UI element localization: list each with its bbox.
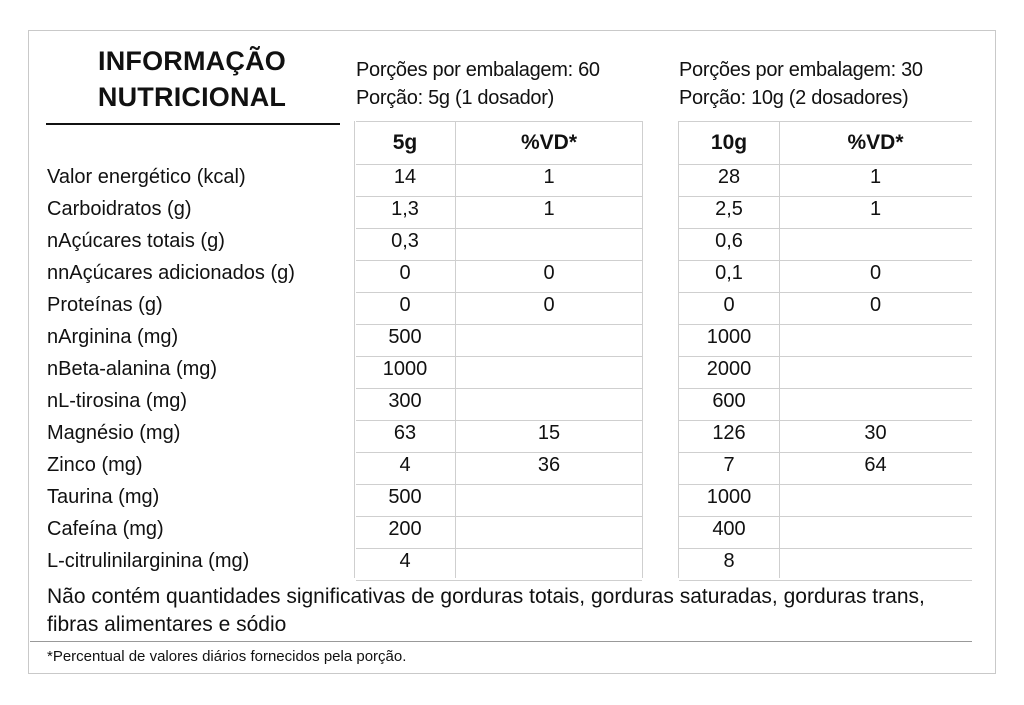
nutrient-value-v5: 0,3 (391, 230, 419, 252)
nutrient-value-vd5: 15 (537, 422, 561, 444)
title-line-1: INFORMAÇÃO (98, 46, 286, 76)
nutrient-label: Carboidratos (g) (47, 198, 192, 220)
nutrient-value-v10: 400 (712, 518, 746, 540)
nutrient-label: nAçúcares totais (g) (47, 230, 225, 252)
row-divider (356, 452, 642, 453)
nutrient-label: nnAçúcares adicionados (g) (47, 262, 295, 284)
column-divider (354, 121, 355, 578)
nutrient-value-vd10: 64 (864, 454, 887, 476)
nutrient-label: Valor energético (kcal) (47, 166, 246, 188)
portion-size-10g: Porção: 10g (2 dosadores) (679, 87, 909, 109)
row-divider (679, 580, 972, 581)
column-divider (678, 121, 679, 578)
nutrient-value-v10: 1000 (706, 486, 752, 508)
row-divider (679, 292, 972, 293)
row-divider (679, 324, 972, 325)
row-divider (356, 516, 642, 517)
nutrient-value-vd5: 36 (537, 454, 561, 476)
row-divider (679, 420, 972, 421)
row-divider (679, 260, 972, 261)
nutrient-value-v10: 0,6 (715, 230, 743, 252)
header-vd-5g: %VD* (520, 131, 578, 154)
nutrient-value-vd5: 1 (543, 198, 555, 220)
nutrition-label-frame (28, 30, 996, 674)
nutrient-value-vd5: 0 (543, 262, 555, 284)
row-divider (356, 548, 642, 549)
nutrient-value-v10: 8 (723, 550, 735, 572)
column-divider (779, 121, 780, 578)
nutrient-label: nArginina (mg) (47, 326, 179, 348)
row-divider (679, 548, 972, 549)
row-divider (356, 356, 642, 357)
row-divider (679, 388, 972, 389)
nutrient-value-vd5: 0 (543, 294, 555, 316)
header-10g: 10g (710, 131, 748, 154)
nutrient-label: nBeta-alanina (mg) (47, 358, 218, 380)
row-divider (356, 420, 642, 421)
nutrient-value-vd10: 1 (869, 198, 882, 220)
nutrient-value-v10: 600 (712, 390, 746, 412)
nutrient-value-v5: 300 (388, 390, 422, 412)
portion-info-60 (356, 56, 600, 112)
row-divider (356, 324, 642, 325)
row-divider (356, 196, 642, 197)
nutrient-value-v10: 2000 (706, 358, 752, 380)
row-divider (356, 292, 642, 293)
nutrient-label: Taurina (mg) (47, 486, 160, 508)
row-divider (679, 121, 972, 122)
row-divider (356, 484, 642, 485)
nutrient-value-v5: 500 (388, 486, 422, 508)
title-underline (46, 123, 340, 125)
row-divider (679, 452, 972, 453)
footnote-vd: *Percentual de valores diários fornecidos pela porção. (47, 648, 407, 665)
column-divider (455, 121, 456, 578)
nutrient-value-v5: 4 (399, 454, 411, 476)
row-divider (679, 196, 972, 197)
nutrient-value-v5: 1000 (382, 358, 428, 380)
nutrient-value-v5: 14 (393, 166, 417, 188)
row-divider (356, 121, 642, 122)
column-divider (642, 121, 643, 578)
nutrient-label: nL-tirosina (mg) (47, 390, 188, 412)
nutrient-value-vd10: 0 (869, 294, 882, 316)
row-divider (356, 260, 642, 261)
nutrient-value-vd10: 0 (869, 262, 882, 284)
nutrient-value-vd10: 1 (869, 166, 882, 188)
nutrient-label: Zinco (mg) (47, 454, 143, 476)
nutrient-value-v10: 28 (717, 166, 741, 188)
nutrient-value-vd10: 30 (864, 422, 887, 444)
nutrient-value-v5: 200 (388, 518, 422, 540)
nutrient-value-v5: 0 (399, 262, 411, 284)
portion-size-5g: Porção: 5g (1 dosador) (356, 87, 554, 109)
nutrient-value-v10: 7 (723, 454, 735, 476)
footnote-divider (30, 641, 972, 642)
nutrient-value-v5: 63 (393, 422, 417, 444)
row-divider (679, 164, 972, 165)
servings-per-package-30: Porções por embalagem: 30 (679, 59, 923, 81)
row-divider (679, 516, 972, 517)
nutrient-label: Cafeína (mg) (47, 518, 164, 540)
nutrient-value-v10: 0,1 (715, 262, 743, 284)
nutrient-value-vd5: 1 (543, 166, 555, 188)
title-line-2: NUTRICIONAL (97, 82, 287, 112)
footnote-text: Não contém quantidades significativas de gorduras totais, gorduras saturadas, gorduras trans, fibras alimentares e sódio (47, 585, 925, 636)
nutrient-value-v10: 2,5 (715, 198, 743, 220)
nutrient-value-v10: 0 (723, 294, 735, 316)
servings-per-package-60: Porções por embalagem: 60 (356, 59, 600, 81)
nutrient-label: Proteínas (g) (47, 294, 163, 316)
portion-info-30 (679, 56, 923, 112)
nutrient-label: Magnésio (mg) (47, 422, 181, 444)
nutrient-value-v5: 4 (399, 550, 411, 572)
row-divider (356, 164, 642, 165)
nutrient-value-v5: 1,3 (391, 198, 419, 220)
nutrient-value-v5: 500 (388, 326, 422, 348)
nutrient-value-v10: 126 (712, 422, 746, 444)
nutrient-label: L-citrulinilarginina (mg) (47, 550, 250, 572)
row-divider (356, 388, 642, 389)
row-divider (679, 356, 972, 357)
nutrient-value-v5: 0 (399, 294, 411, 316)
header-5g: 5g (392, 131, 418, 154)
row-divider (356, 580, 642, 581)
row-divider (679, 484, 972, 485)
row-divider (679, 228, 972, 229)
header-vd-10g: %VD* (847, 131, 904, 154)
nutrient-value-v10: 1000 (706, 326, 752, 348)
row-divider (356, 228, 642, 229)
